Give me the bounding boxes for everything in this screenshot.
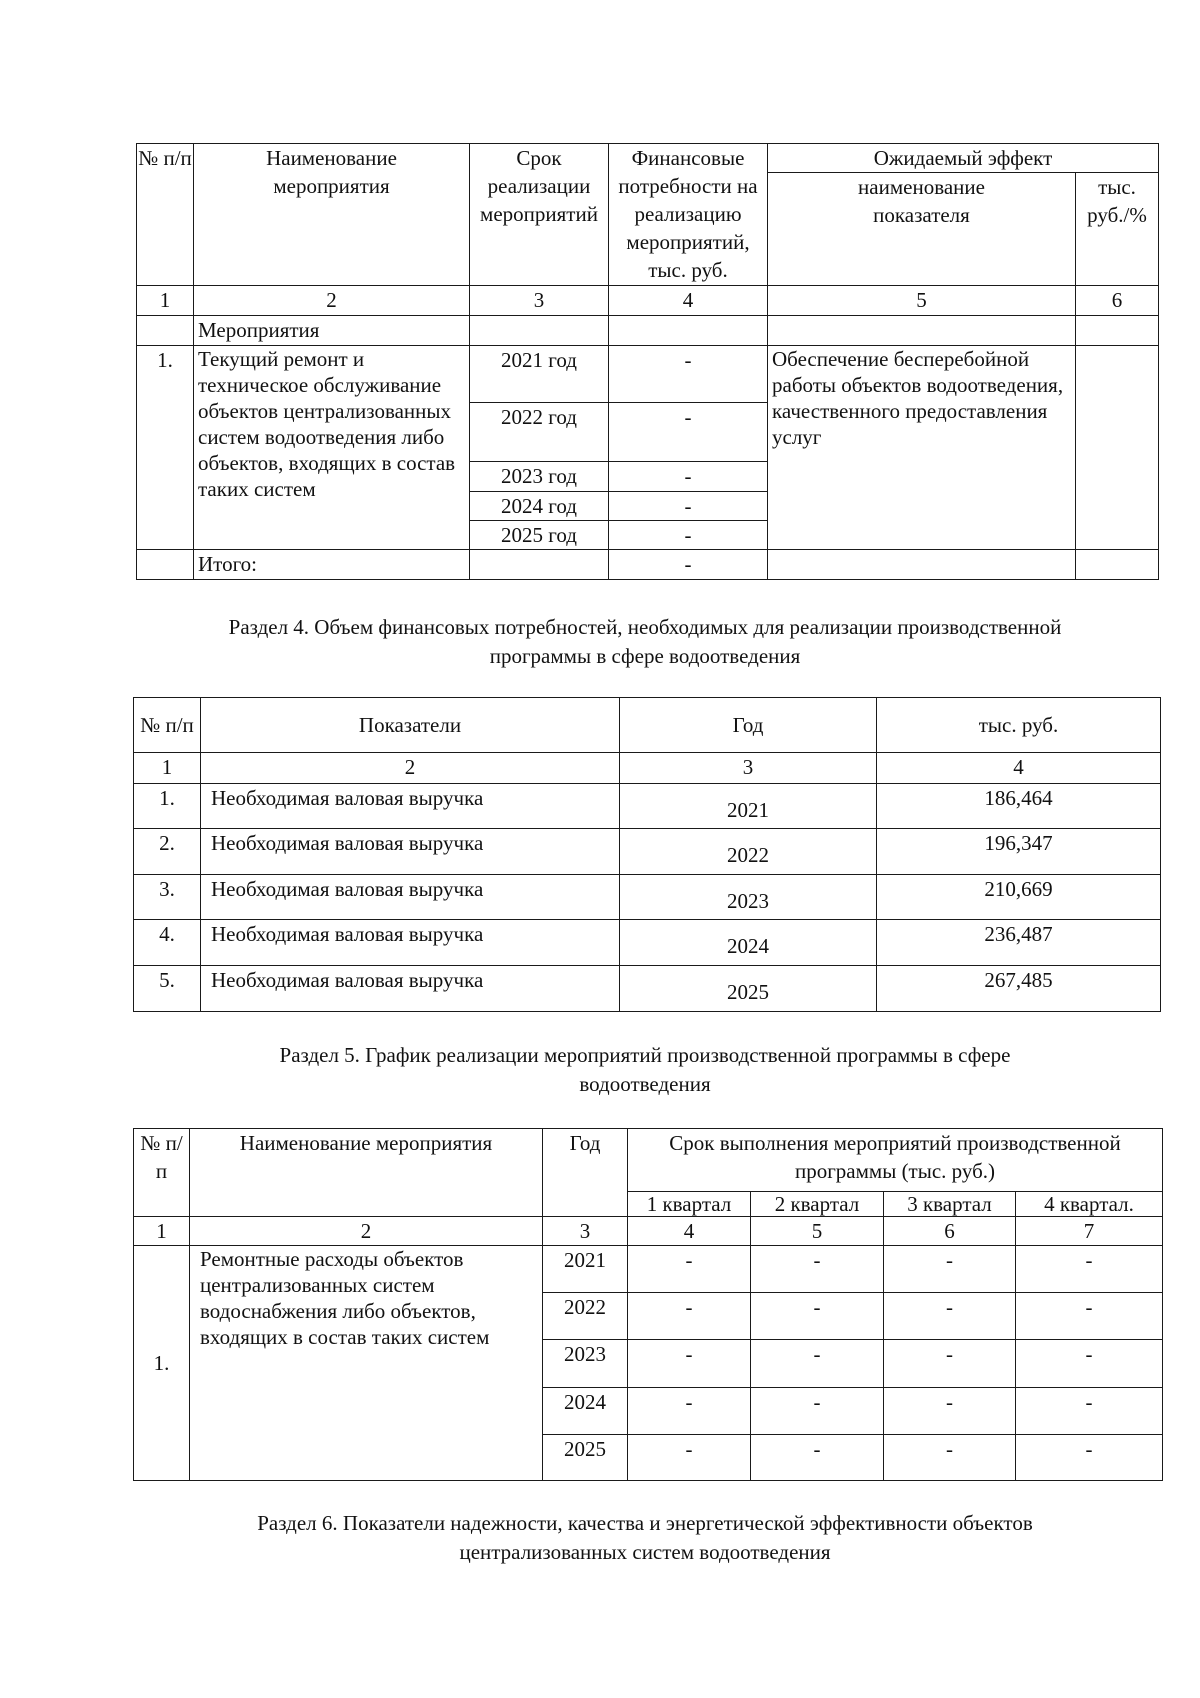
section-6-heading-line-1: Раздел 6. Показатели надежности, качества и энергетической эффективности объектов <box>257 1511 1033 1535</box>
header-term-group: Срок выполнения мероприятий производственной программы (тыс. руб.) <box>628 1129 1163 1192</box>
year-cell: 2025 <box>620 966 877 1012</box>
column-number: 6 <box>884 1217 1016 1246</box>
empty-cell <box>470 550 609 580</box>
measures-table <box>136 143 1159 580</box>
empty-cell <box>470 316 609 346</box>
section-6-heading <box>130 1509 1160 1567</box>
value-cell: 267,485 <box>877 966 1161 1012</box>
table-row <box>134 784 1161 829</box>
header-term: Срок реализации мероприятий <box>470 144 609 286</box>
row-number: 5. <box>134 966 201 1012</box>
header-quarter-1: 1 квартал <box>628 1192 751 1217</box>
quarter-value: - <box>1016 1388 1163 1435</box>
column-number: 6 <box>1076 286 1159 316</box>
column-number: 3 <box>543 1217 628 1246</box>
year-cell: 2023 <box>543 1340 628 1388</box>
indicator-cell: Необходимая валовая выручка <box>201 920 620 966</box>
item-number: 1. <box>137 346 194 550</box>
year-cell: 2022 <box>543 1293 628 1340</box>
year-cell: 2021 <box>620 784 877 829</box>
quarter-value: - <box>751 1340 884 1388</box>
empty-cell <box>1076 550 1159 580</box>
indicator-cell: Необходимая валовая выручка <box>201 784 620 829</box>
item-measure-name: Текущий ремонт и техническое обслуживание объектов централизованных систем водоотведения либо объектов, входящих в состав таких систем <box>194 346 470 550</box>
header-indicators: Показатели <box>201 698 620 753</box>
item-measure-name: Ремонтные расходы объектов централизованных систем водоснабжения либо объектов, входящих в состав таких систем <box>190 1246 543 1481</box>
quarter-value: - <box>1016 1293 1163 1340</box>
empty-cell <box>768 550 1076 580</box>
empty-cell <box>137 550 194 580</box>
year-cell: 2021 <box>543 1246 628 1293</box>
total-label: Итого: <box>194 550 470 580</box>
quarter-value: - <box>1016 1340 1163 1388</box>
column-number: 4 <box>609 286 768 316</box>
section-5-heading <box>130 1041 1160 1099</box>
item-number: 1. <box>134 1246 190 1481</box>
header-num: № п/п <box>137 144 194 286</box>
quarter-value: - <box>884 1340 1016 1388</box>
table-row <box>134 920 1161 966</box>
column-number: 7 <box>1016 1217 1163 1246</box>
quarter-value: - <box>628 1293 751 1340</box>
column-number: 1 <box>134 753 201 784</box>
indicator-cell: Необходимая валовая выручка <box>201 829 620 875</box>
header-finance: Финансовые потребности на реализацию мероприятий, тыс. руб. <box>609 144 768 286</box>
value-cell: 196,347 <box>877 829 1161 875</box>
column-number: 1 <box>137 286 194 316</box>
section-5-heading-line-2: водоотведения <box>579 1072 711 1096</box>
table-row <box>134 829 1161 875</box>
quarter-value: - <box>751 1388 884 1435</box>
year-cell: 2022 <box>620 829 877 875</box>
finance-cell: - <box>609 462 768 492</box>
section-4-heading-line-1: Раздел 4. Объем финансовых потребностей, необходимых для реализации производственной <box>228 615 1062 639</box>
header-quarter-3: 3 квартал <box>884 1192 1016 1217</box>
column-number: 3 <box>620 753 877 784</box>
empty-cell <box>1076 316 1159 346</box>
finance-cell: - <box>609 346 768 403</box>
quarter-value: - <box>628 1388 751 1435</box>
year-cell: 2024 <box>620 920 877 966</box>
quarter-value: - <box>628 1340 751 1388</box>
year-cell: 2021 год <box>470 346 609 403</box>
header-num: № п/п <box>134 698 201 753</box>
column-number: 5 <box>751 1217 884 1246</box>
quarter-value: - <box>884 1388 1016 1435</box>
financial-needs-table <box>133 697 1161 1012</box>
header-measure-name: Наименование мероприятия <box>190 1129 543 1217</box>
quarter-value: - <box>751 1246 884 1293</box>
total-finance: - <box>609 550 768 580</box>
column-number: 2 <box>201 753 620 784</box>
section-label: Мероприятия <box>194 316 470 346</box>
table-row <box>134 1246 1163 1293</box>
quarter-value: - <box>751 1293 884 1340</box>
header-value: тыс. руб. <box>877 698 1161 753</box>
header-num: № п/п <box>134 1129 190 1217</box>
item-effect-value <box>1076 346 1159 550</box>
year-cell: 2024 <box>543 1388 628 1435</box>
row-number: 4. <box>134 920 201 966</box>
year-cell: 2023 год <box>470 462 609 492</box>
value-cell: 236,487 <box>877 920 1161 966</box>
finance-cell: - <box>609 521 768 550</box>
row-number: 2. <box>134 829 201 875</box>
year-cell: 2025 год <box>470 521 609 550</box>
quarter-value: - <box>628 1246 751 1293</box>
header-year: Год <box>620 698 877 753</box>
indicator-cell: Необходимая валовая выручка <box>201 875 620 920</box>
quarter-value: - <box>751 1435 884 1481</box>
schedule-table <box>133 1128 1163 1481</box>
indicator-cell: Необходимая валовая выручка <box>201 966 620 1012</box>
value-cell: 210,669 <box>877 875 1161 920</box>
column-number: 3 <box>470 286 609 316</box>
section-4-heading <box>130 613 1160 671</box>
quarter-value: - <box>884 1246 1016 1293</box>
year-cell: 2022 год <box>470 403 609 462</box>
row-number: 3. <box>134 875 201 920</box>
year-cell: 2025 <box>543 1435 628 1481</box>
header-indicator-value: тыс. руб./% <box>1076 173 1159 286</box>
quarter-value: - <box>1016 1435 1163 1481</box>
header-quarter-2: 2 квартал <box>751 1192 884 1217</box>
quarter-value: - <box>884 1293 1016 1340</box>
quarter-value: - <box>1016 1246 1163 1293</box>
quarter-value: - <box>628 1435 751 1481</box>
header-indicator-name: наименование показателя <box>768 173 1076 286</box>
column-number: 4 <box>877 753 1161 784</box>
empty-cell <box>768 316 1076 346</box>
header-expected-effect: Ожидаемый эффект <box>768 144 1159 173</box>
empty-cell <box>609 316 768 346</box>
header-quarter-4: 4 квартал. <box>1016 1192 1163 1217</box>
value-cell: 186,464 <box>877 784 1161 829</box>
row-number: 1. <box>134 784 201 829</box>
finance-cell: - <box>609 492 768 521</box>
year-cell: 2023 <box>620 875 877 920</box>
table-row <box>134 875 1161 920</box>
column-number: 2 <box>194 286 470 316</box>
header-measure-name: Наименование мероприятия <box>194 144 470 286</box>
section-6-heading-line-2: централизованных систем водоотведения <box>459 1540 831 1564</box>
column-number: 5 <box>768 286 1076 316</box>
item-effect-description: Обеспечение бесперебойной работы объектов водоотведения, качественного предоставления услуг <box>768 346 1076 550</box>
header-year: Год <box>543 1129 628 1217</box>
section-4-heading-line-2: программы в сфере водоотведения <box>489 644 801 668</box>
column-number: 2 <box>190 1217 543 1246</box>
column-number: 4 <box>628 1217 751 1246</box>
finance-cell: - <box>609 403 768 462</box>
section-5-heading-line-1: Раздел 5. График реализации мероприятий производственной программы в сфере <box>279 1043 1011 1067</box>
quarter-value: - <box>884 1435 1016 1481</box>
year-cell: 2024 год <box>470 492 609 521</box>
table-row <box>134 966 1161 1012</box>
empty-cell <box>137 316 194 346</box>
column-number: 1 <box>134 1217 190 1246</box>
